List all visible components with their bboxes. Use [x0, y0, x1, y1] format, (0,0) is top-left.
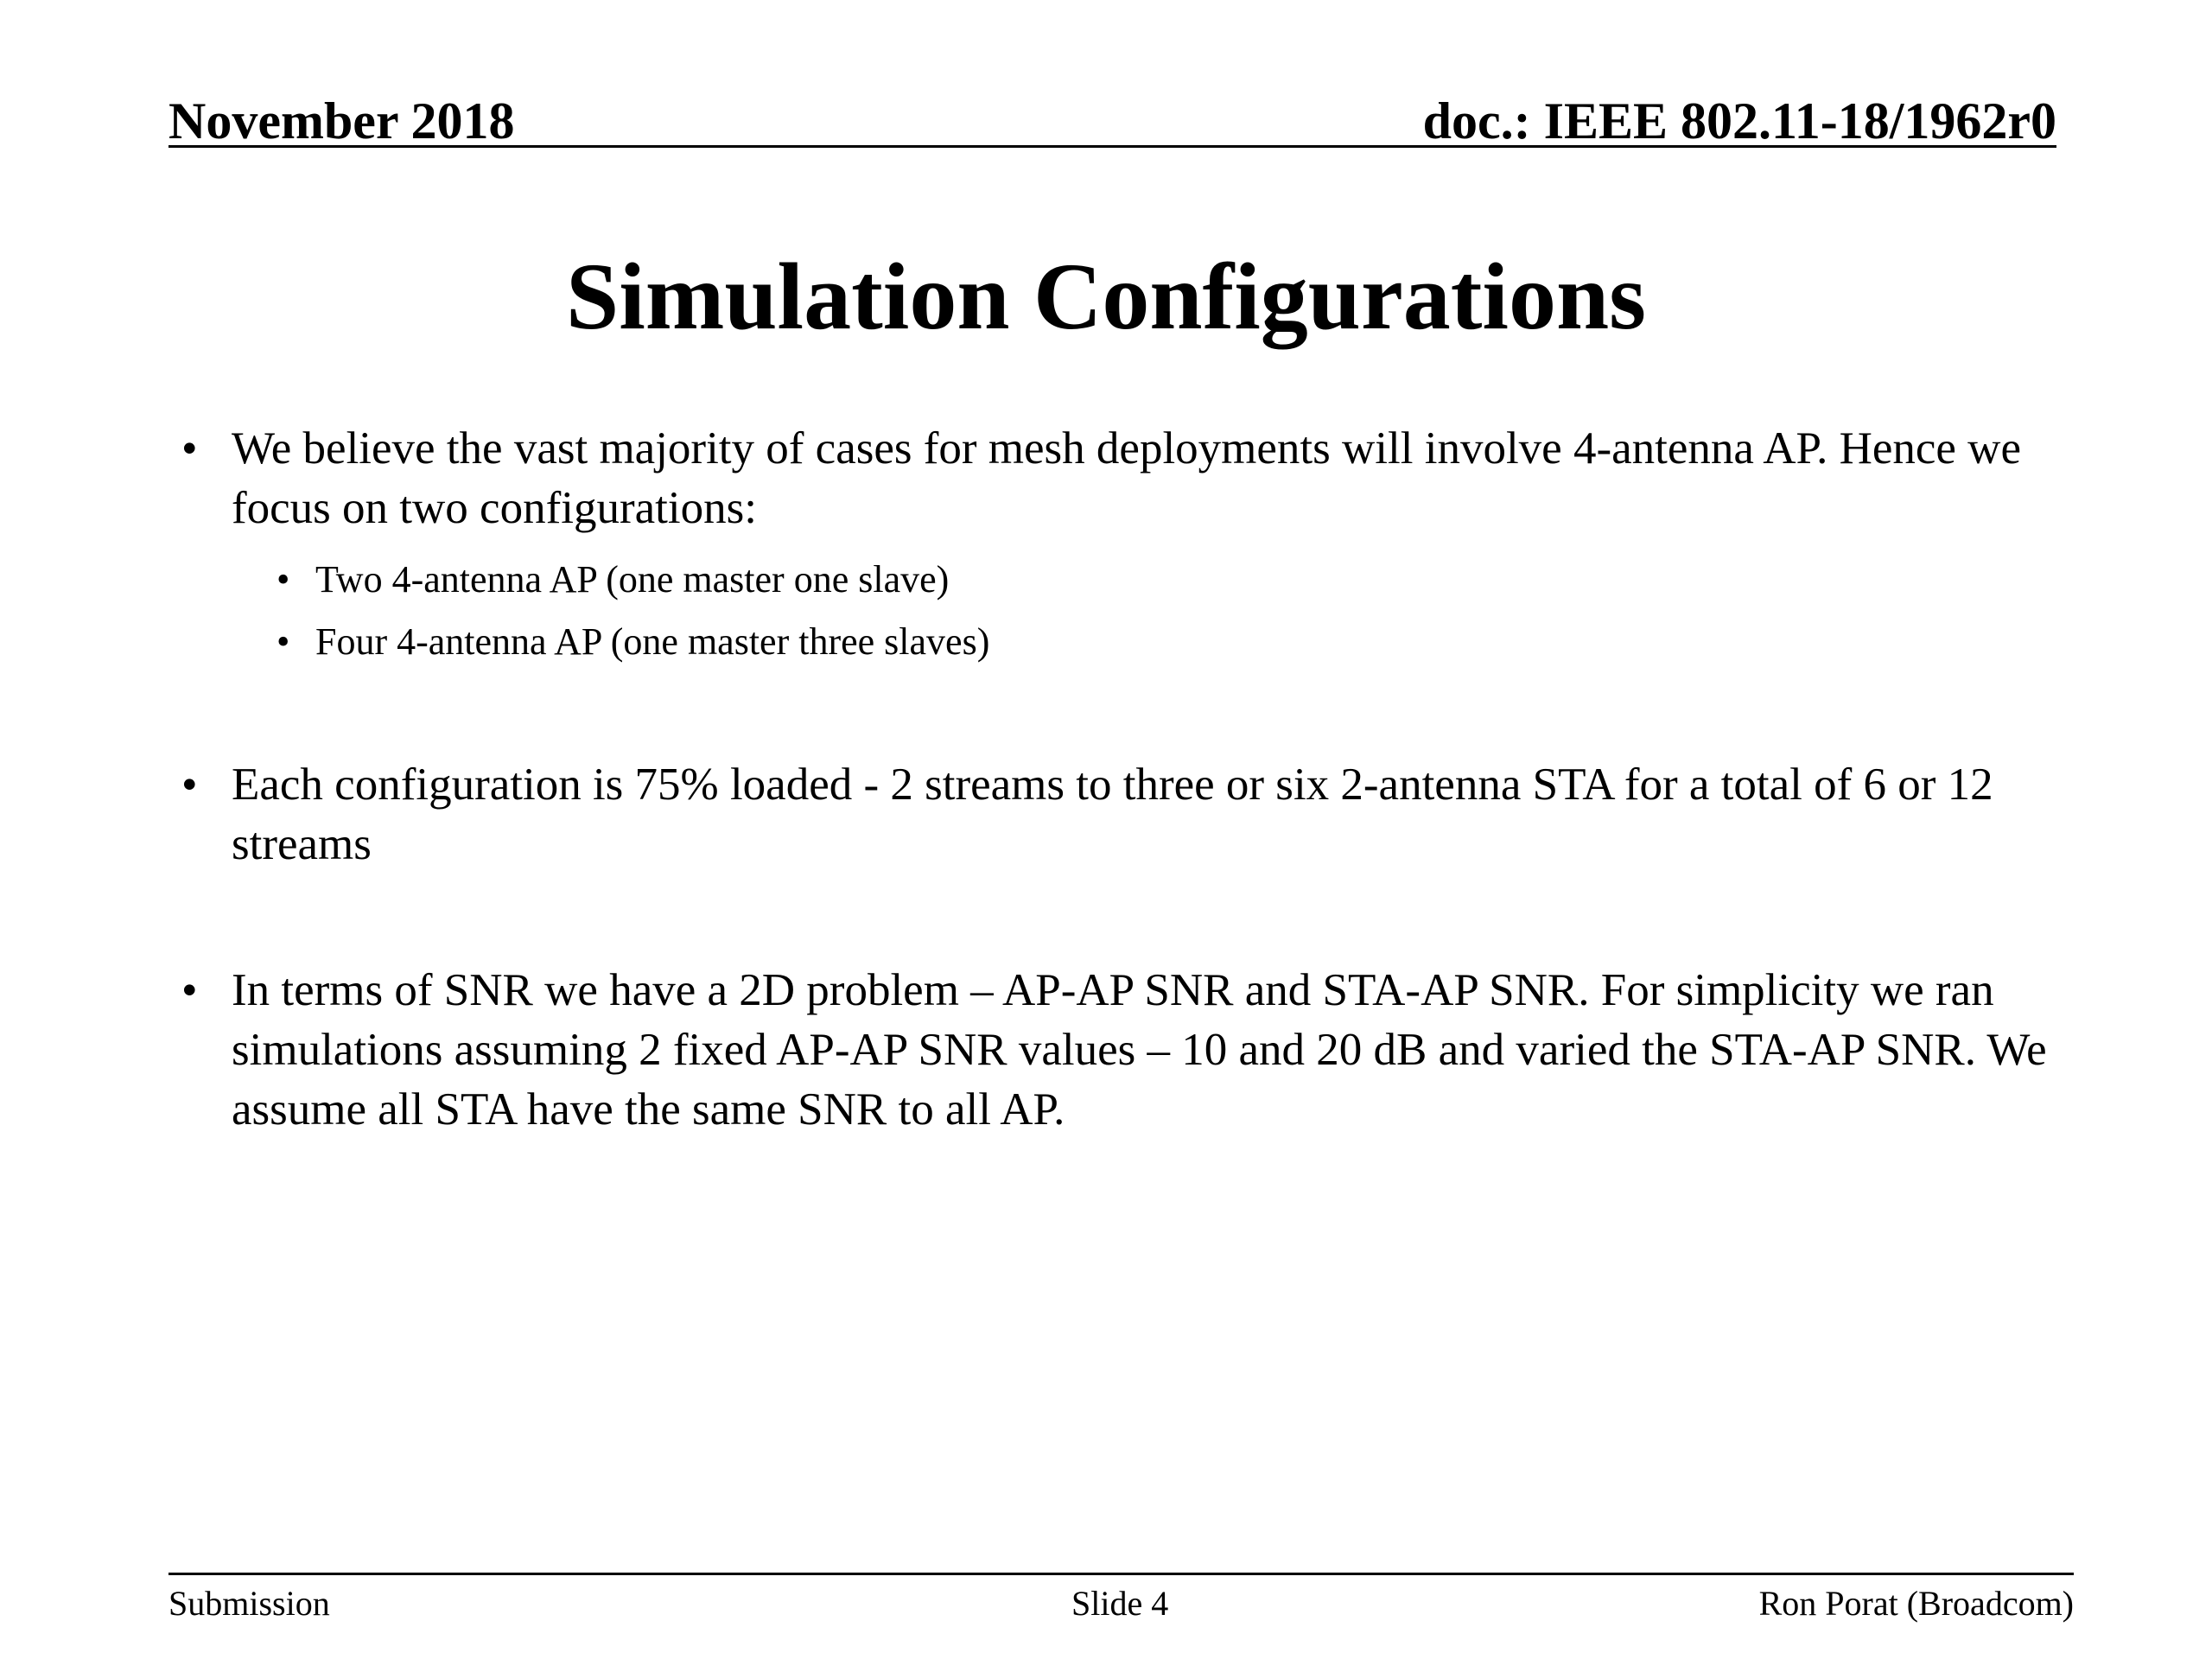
- slide-title: Simulation Configurations: [566, 244, 1646, 349]
- sub-bullet-marker: •: [276, 558, 290, 601]
- footer-divider: [168, 1573, 2074, 1575]
- footer-slide-number: Slide 4: [1071, 1584, 1169, 1623]
- sub-bullet-marker: •: [276, 620, 290, 663]
- bullet-item: [181, 755, 2048, 874]
- slide-body: [181, 419, 2048, 1140]
- bullet-marker: •: [181, 423, 198, 474]
- bullet-text: We believe the vast majority of cases for mesh deployments will involve 4-antenna AP. Hence we focus on two configurations:: [232, 423, 2021, 533]
- sub-bullet-text: Four 4-antenna AP (one master three slaves): [315, 620, 990, 663]
- footer-submission: Submission: [168, 1584, 330, 1623]
- header-divider: [168, 145, 2056, 148]
- spacer: [181, 673, 2048, 755]
- bullet-item: [181, 961, 2048, 1140]
- bullet-marker: •: [181, 760, 198, 810]
- sub-bullet-text: Two 4-antenna AP (one master one slave): [315, 558, 950, 601]
- sub-bullet-item: [181, 549, 2048, 611]
- sub-bullet-list: [181, 549, 2048, 673]
- footer-author: Ron Porat (Broadcom): [1758, 1584, 2074, 1623]
- bullet-item: [181, 419, 2048, 538]
- sub-bullet-item: [181, 611, 2048, 673]
- header-date: November 2018: [168, 92, 515, 149]
- header-doc-id: doc.: IEEE 802.11-18/1962r0: [1422, 92, 2056, 149]
- bullet-marker: •: [181, 965, 198, 1015]
- slide-header: [168, 82, 2056, 147]
- bullet-text: Each configuration is 75% loaded - 2 streams to three or six 2-antenna STA for a total of 6 or 12 streams: [232, 760, 1993, 869]
- bullet-text: In terms of SNR we have a 2D problem – AP-AP SNR and STA-AP SNR. For simplicity we ran simulations assuming 2 fixed AP-AP SNR values – 10 and 20 dB and varied the STA-AP SNR. We assume all STA have the same SNR to all AP.: [232, 965, 2047, 1135]
- spacer: [181, 874, 2048, 961]
